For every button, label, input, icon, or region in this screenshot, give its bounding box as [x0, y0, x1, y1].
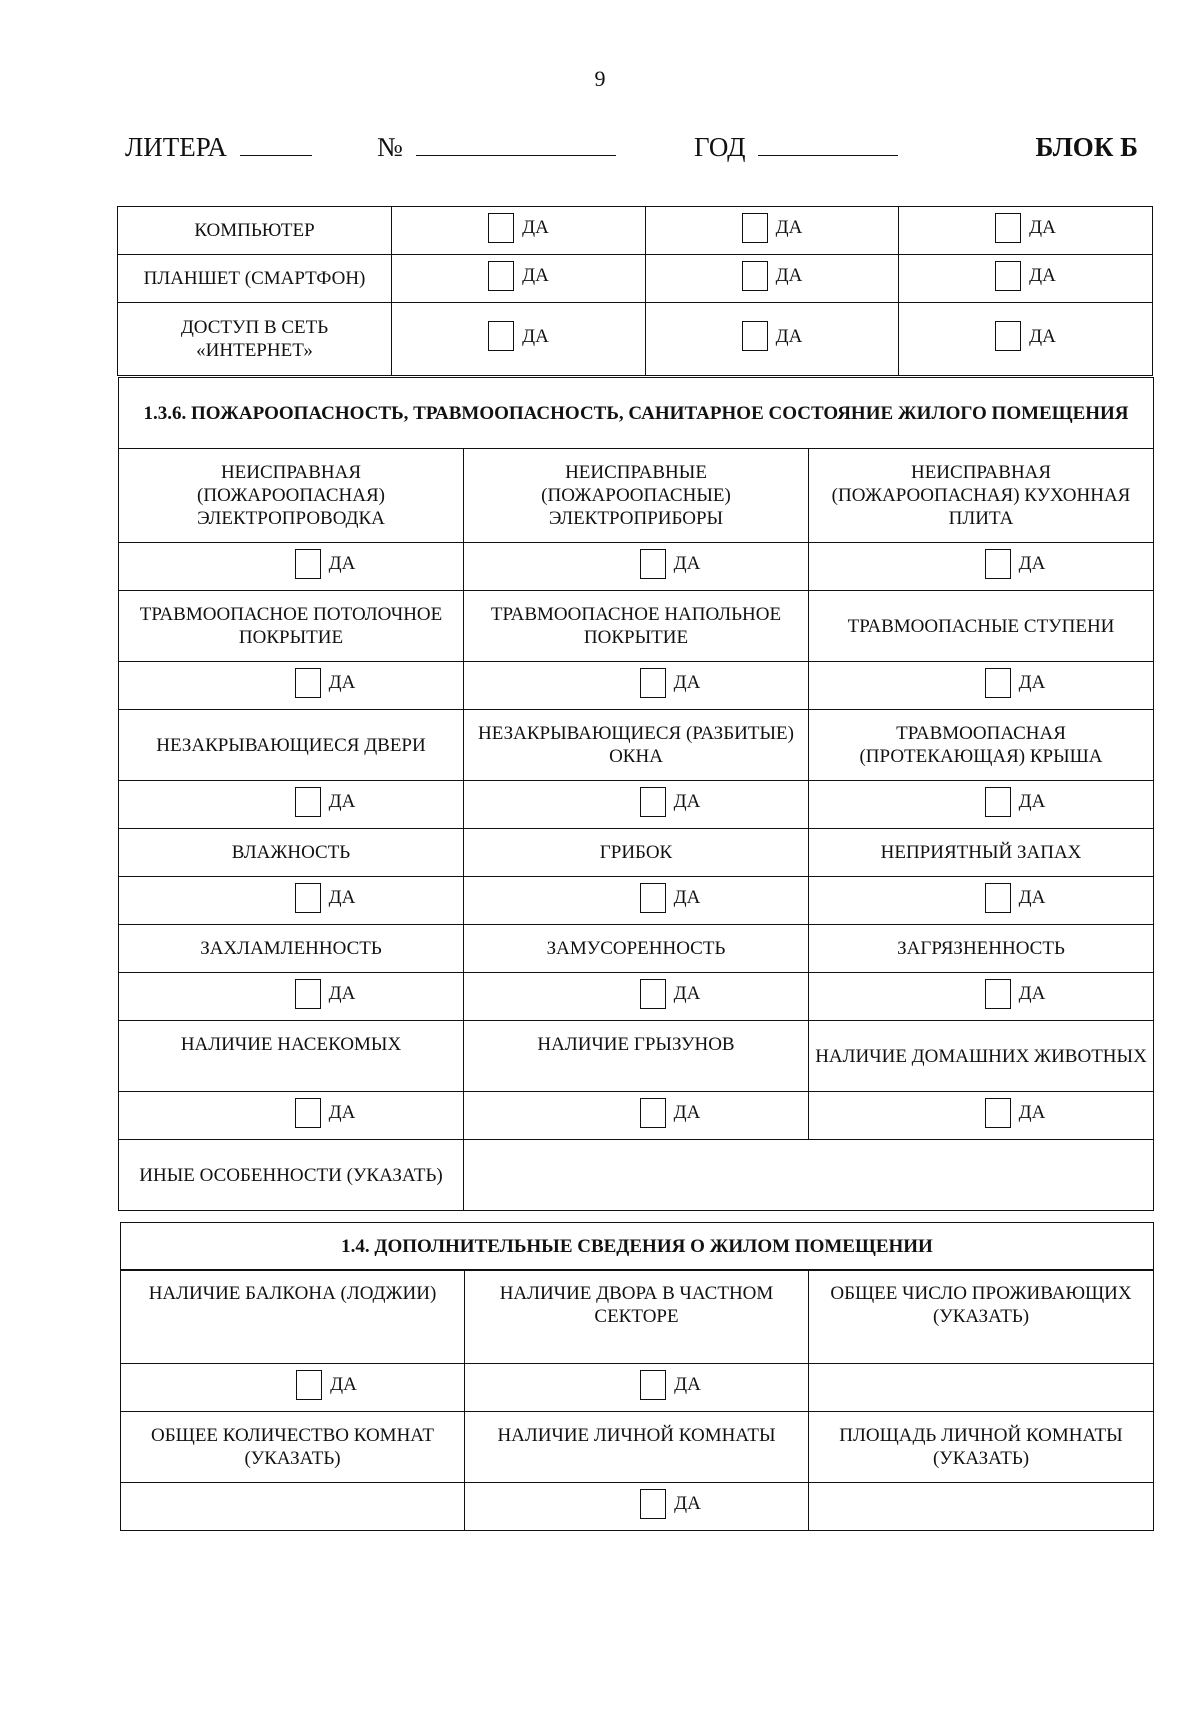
yes-checkbox[interactable]	[295, 979, 321, 1009]
hazard-check-row	[119, 662, 1154, 710]
checkbox-cell	[464, 1092, 809, 1140]
hazard-label: НЕИСПРАВНАЯ (ПОЖАРООПАСНАЯ) КУХОННАЯ ПЛИТА	[809, 449, 1154, 543]
section-header-row	[121, 1223, 1154, 1271]
checkbox-cell	[899, 255, 1153, 303]
hazard-label: НЕЗАКРЫВАЮЩИЕСЯ (РАЗБИТЫЕ) ОКНА	[464, 710, 809, 781]
yes-label: ДА	[328, 672, 356, 693]
yes-label: ДА	[522, 217, 549, 238]
year-input-line[interactable]	[758, 133, 898, 156]
yes-label: ДА	[1018, 672, 1046, 693]
number-field	[377, 132, 616, 162]
litera-label: ЛИТЕРА	[125, 132, 227, 162]
yes-checkbox[interactable]	[742, 213, 768, 243]
checkbox-cell	[119, 877, 464, 925]
hazard-label: НЕИСПРАВНЫЕ (ПОЖАРООПАСНЫЕ) ЭЛЕКТРОПРИБОРЫ	[464, 449, 809, 543]
checkbox-cell	[392, 207, 646, 255]
hazard-check-row	[119, 543, 1154, 591]
additional-label: ОБЩЕЕ ЧИСЛО ПРОЖИВАЮЩИХ (УКАЗАТЬ)	[809, 1270, 1154, 1364]
checkbox-cell	[809, 877, 1154, 925]
device-row-internet	[118, 303, 1153, 376]
additional-title-table	[120, 1222, 1154, 1271]
yes-checkbox[interactable]	[995, 213, 1021, 243]
checkbox-cell	[464, 662, 809, 710]
device-label: ДОСТУП В СЕТЬ «ИНТЕРНЕТ»	[118, 303, 392, 376]
yes-checkbox[interactable]	[295, 549, 321, 579]
additional-label: НАЛИЧИЕ ДВОРА В ЧАСТНОМ СЕКТОРЕ	[465, 1270, 809, 1364]
yes-checkbox[interactable]	[640, 787, 666, 817]
device-label: КОМПЬЮТЕР	[118, 207, 392, 255]
other-features-label: ИНЫЕ ОСОБЕННОСТИ (УКАЗАТЬ)	[119, 1140, 464, 1211]
hazard-label: ТРАВМООПАСНОЕ НАПОЛЬНОЕ ПОКРЫТИЕ	[464, 591, 809, 662]
hazard-check-row	[119, 781, 1154, 829]
yes-checkbox[interactable]	[640, 883, 666, 913]
residents-count-field[interactable]	[809, 1364, 1154, 1412]
hazard-label: НАЛИЧИЕ ДОМАШНИХ ЖИВОТНЫХ	[809, 1021, 1154, 1092]
section-14-title: 1.4. ДОПОЛНИТЕЛЬНЫЕ СВЕДЕНИЯ О ЖИЛОМ ПОМЕЩЕНИИ	[121, 1223, 1154, 1271]
yes-checkbox[interactable]	[295, 1098, 321, 1128]
other-features-row	[119, 1140, 1154, 1211]
checkbox-cell	[464, 877, 809, 925]
checkbox-cell	[464, 543, 809, 591]
page-number: 9	[594, 66, 606, 91]
additional-label-row	[121, 1270, 1154, 1364]
number-label: №	[377, 132, 403, 162]
yes-checkbox[interactable]	[985, 883, 1011, 913]
yes-checkbox[interactable]	[985, 979, 1011, 1009]
hazard-label: НЕИСПРАВНАЯ (ПОЖАРООПАСНАЯ) ЭЛЕКТРОПРОВОДКА	[119, 449, 464, 543]
checkbox-cell	[899, 303, 1153, 376]
yes-label: ДА	[775, 265, 803, 286]
yes-label: ДА	[328, 791, 356, 812]
hazard-label: ТРАВМООПАСНАЯ (ПРОТЕКАЮЩАЯ) КРЫША	[809, 710, 1154, 781]
checkbox-cell	[809, 973, 1154, 1021]
section-header-row	[119, 378, 1154, 449]
yes-checkbox[interactable]	[985, 787, 1011, 817]
hazard-check-row	[119, 877, 1154, 925]
additional-check-row	[121, 1483, 1154, 1531]
yes-checkbox[interactable]	[640, 668, 666, 698]
yes-label: ДА	[328, 887, 356, 908]
yes-checkbox[interactable]	[640, 1098, 666, 1128]
block-label: БЛОК Б	[1035, 132, 1138, 162]
yes-label: ДА	[328, 1102, 356, 1123]
checkbox-cell	[392, 303, 646, 376]
checkbox-cell	[464, 973, 809, 1021]
checkbox-cell	[119, 781, 464, 829]
yes-checkbox[interactable]	[640, 979, 666, 1009]
hazard-label: ТРАВМООПАСНОЕ ПОТОЛОЧНОЕ ПОКРЫТИЕ	[119, 591, 464, 662]
checkbox-cell	[809, 662, 1154, 710]
litera-input-line[interactable]	[240, 133, 312, 156]
checkbox-cell	[465, 1364, 809, 1412]
yes-label: ДА	[1029, 217, 1056, 238]
yes-label: ДА	[673, 672, 701, 693]
yes-label: ДА	[673, 791, 701, 812]
yes-label: ДА	[1018, 791, 1046, 812]
hazard-label: НАЛИЧИЕ ГРЫЗУНОВ	[464, 1021, 809, 1092]
yes-checkbox[interactable]	[488, 321, 514, 351]
checkbox-cell	[465, 1483, 809, 1531]
yes-label: ДА	[1018, 887, 1046, 908]
hazard-label-row	[119, 449, 1154, 543]
yes-checkbox[interactable]	[488, 261, 514, 291]
checkbox-cell	[646, 255, 899, 303]
hazard-check-row	[119, 1092, 1154, 1140]
yes-checkbox[interactable]	[985, 668, 1011, 698]
additional-label: НАЛИЧИЕ ЛИЧНОЙ КОМНАТЫ	[465, 1412, 809, 1483]
other-features-field[interactable]	[464, 1140, 1154, 1211]
yes-checkbox[interactable]	[995, 261, 1021, 291]
yes-label: ДА	[775, 325, 803, 347]
device-label: ПЛАНШЕТ (СМАРТФОН)	[118, 255, 392, 303]
yes-label: ДА	[328, 553, 356, 574]
litera-field	[125, 132, 312, 162]
rooms-count-field[interactable]	[121, 1483, 465, 1531]
checkbox-cell	[119, 973, 464, 1021]
hazard-label-row	[119, 1021, 1154, 1092]
yes-label: ДА	[1029, 325, 1056, 347]
year-field	[694, 132, 898, 162]
section-136-title: 1.3.6. ПОЖАРООПАСНОСТЬ, ТРАВМООПАСНОСТЬ, САНИТАРНОЕ СОСТОЯНИЕ ЖИЛОГО ПОМЕЩЕНИЯ	[119, 378, 1154, 449]
checkbox-cell	[119, 543, 464, 591]
yes-checkbox[interactable]	[488, 213, 514, 243]
device-row-tablet	[118, 255, 1153, 303]
devices-table	[117, 206, 1153, 376]
checkbox-cell	[121, 1364, 465, 1412]
yes-checkbox[interactable]	[295, 668, 321, 698]
year-label: ГОД	[694, 132, 746, 162]
checkbox-cell	[646, 303, 899, 376]
yes-label: ДА	[674, 1493, 701, 1514]
yes-checkbox[interactable]	[742, 261, 768, 291]
number-input-line[interactable]	[416, 133, 616, 156]
hazard-label: ВЛАЖНОСТЬ	[119, 829, 464, 877]
yes-label: ДА	[522, 265, 549, 286]
additional-table	[120, 1269, 1154, 1531]
checkbox-cell	[809, 543, 1154, 591]
yes-label: ДА	[673, 983, 701, 1004]
device-row-computer	[118, 207, 1153, 255]
hazard-label: НЕЗАКРЫВАЮЩИЕСЯ ДВЕРИ	[119, 710, 464, 781]
hazard-label-row	[119, 829, 1154, 877]
yes-checkbox[interactable]	[995, 321, 1021, 351]
yes-label: ДА	[673, 887, 701, 908]
checkbox-cell	[809, 781, 1154, 829]
yes-checkbox[interactable]	[295, 787, 321, 817]
yes-checkbox[interactable]	[295, 883, 321, 913]
additional-label: ОБЩЕЕ КОЛИЧЕСТВО КОМНАТ (УКАЗАТЬ)	[121, 1412, 465, 1483]
yes-label: ДА	[673, 1102, 701, 1123]
hazard-label: НАЛИЧИЕ НАСЕКОМЫХ	[119, 1021, 464, 1092]
hazard-label-row	[119, 591, 1154, 662]
checkbox-cell	[119, 662, 464, 710]
hazard-label: ГРИБОК	[464, 829, 809, 877]
yes-label: ДА	[775, 217, 803, 238]
checkbox-cell	[464, 781, 809, 829]
yes-label: ДА	[328, 983, 356, 1004]
room-area-field[interactable]	[809, 1483, 1154, 1531]
hazards-table	[118, 377, 1154, 1211]
yes-checkbox[interactable]	[640, 1489, 666, 1519]
yes-label: ДА	[1018, 553, 1046, 574]
yes-label: ДА	[1018, 983, 1046, 1004]
hazard-label: НЕПРИЯТНЫЙ ЗАПАХ	[809, 829, 1154, 877]
checkbox-cell	[392, 255, 646, 303]
hazard-label: ЗАМУСОРЕННОСТЬ	[464, 925, 809, 973]
yes-checkbox[interactable]	[742, 321, 768, 351]
yes-label: ДА	[674, 1374, 701, 1395]
yes-checkbox[interactable]	[985, 1098, 1011, 1128]
yes-checkbox[interactable]	[640, 1370, 666, 1400]
hazard-label: ТРАВМООПАСНЫЕ СТУПЕНИ	[809, 591, 1154, 662]
checkbox-cell	[119, 1092, 464, 1140]
hazard-label-row	[119, 925, 1154, 973]
yes-label: ДА	[330, 1374, 357, 1395]
hazard-label-row	[119, 710, 1154, 781]
yes-checkbox[interactable]	[985, 549, 1011, 579]
hazard-check-row	[119, 973, 1154, 1021]
additional-check-row	[121, 1364, 1154, 1412]
additional-label: ПЛОЩАДЬ ЛИЧНОЙ КОМНАТЫ (УКАЗАТЬ)	[809, 1412, 1154, 1483]
hazard-label: ЗАХЛАМЛЕННОСТЬ	[119, 925, 464, 973]
yes-checkbox[interactable]	[640, 549, 666, 579]
yes-checkbox[interactable]	[296, 1370, 322, 1400]
checkbox-cell	[809, 1092, 1154, 1140]
additional-label-row	[121, 1412, 1154, 1483]
checkbox-cell	[899, 207, 1153, 255]
additional-label: НАЛИЧИЕ БАЛКОНА (ЛОДЖИИ)	[121, 1270, 465, 1364]
yes-label: ДА	[673, 553, 701, 574]
hazard-label: ЗАГРЯЗНЕННОСТЬ	[809, 925, 1154, 973]
yes-label: ДА	[1018, 1102, 1046, 1123]
checkbox-cell	[646, 207, 899, 255]
yes-label: ДА	[1029, 265, 1056, 286]
yes-label: ДА	[522, 325, 549, 347]
